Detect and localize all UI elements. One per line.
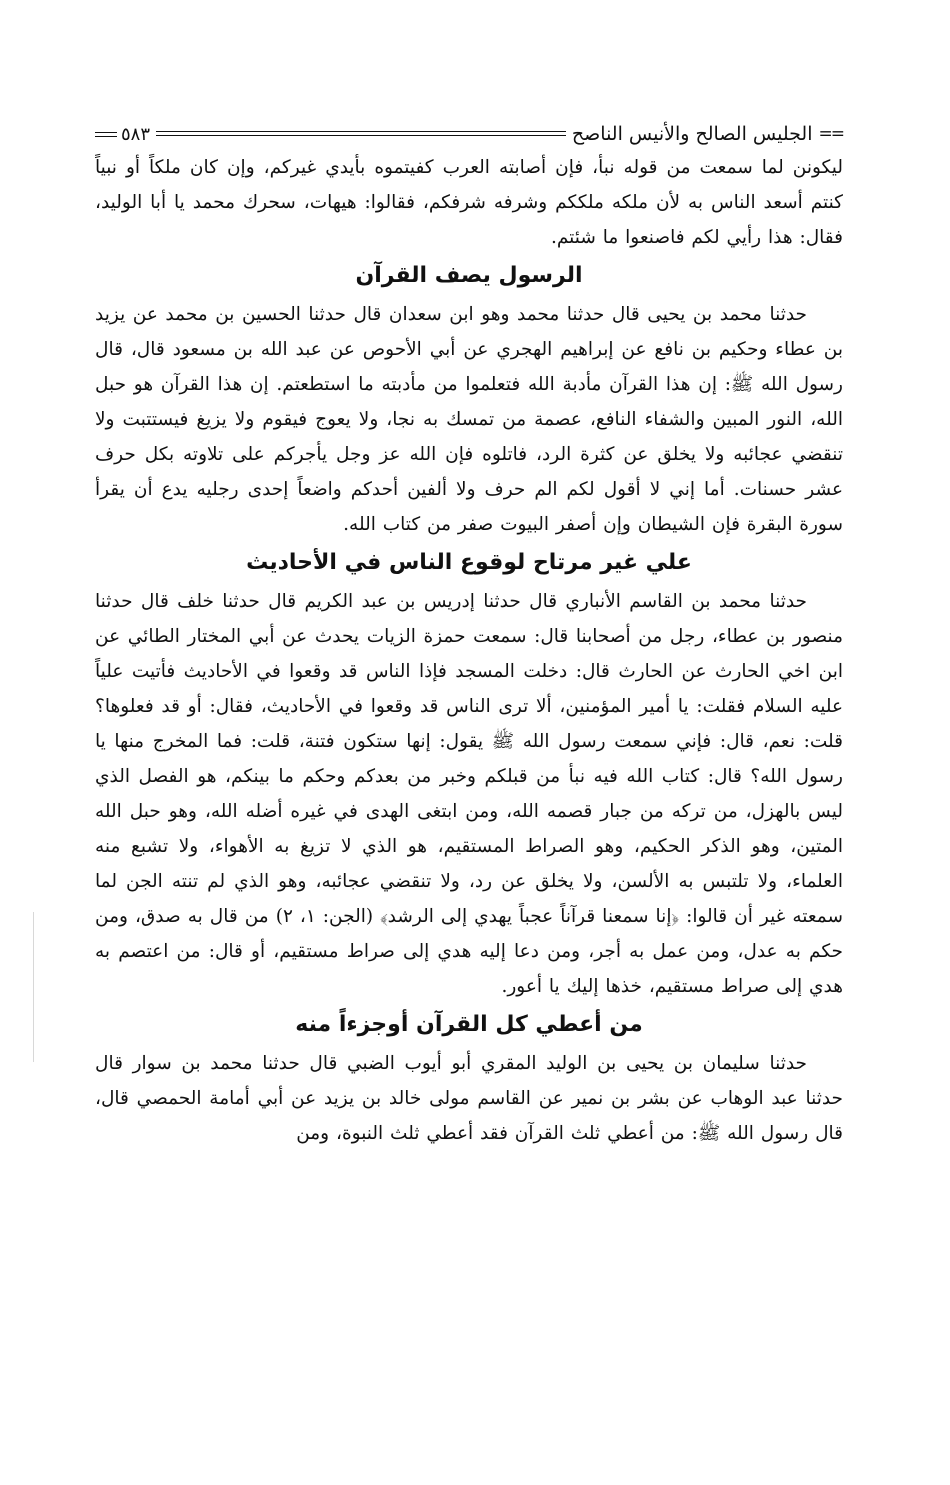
section-prophet-describes-quran <box>95 255 843 542</box>
page-number-block <box>95 124 150 145</box>
header-double-rule <box>156 130 566 138</box>
section-continuation <box>95 150 843 255</box>
section-given-quran <box>95 1004 843 1151</box>
running-header <box>95 118 843 150</box>
book-page <box>95 118 843 1151</box>
section-heading: من أعطي كل القرآن أوجزءاً منه <box>295 1012 643 1037</box>
paragraph: حدثنا محمد بن يحيى قال حدثنا محمد وهو ابن سعدان قال حدثنا الحسين بن محمد عن يزيد بن عطاء وحكيم بن نافع عن إبراهيم الهجري عن أبي الأحوص عن عبد الله بن مسعود قال، قال رسول الله ﷺ: إن هذا القرآن مأدبة الله فتعلموا من مأدبته ما استطعتم. إن هذا القرآن هو حبل الله، النور المبين والشفاء النافع، عصمة من تمسك به نجا، ولا يعوج فيقوم ولا يزيغ فيستتبت ولا تنقضي عجائبه ولا يخلق عن كثرة الرد، فاتلوه فإن الله عز وجل يأجركم على تلاوته بكل حرف عشر حسنات. أما إني لا أقول لكم الم حرف ولا ألفين أحدكم واضعاً إحدى رجليه يدع أن يقرأ سورة البقرة فإن الشيطان وإن أصفر البيوت صفر من كتاب الله. <box>95 304 843 535</box>
section-heading: علي غير مرتاح لوقوع الناس في الأحاديث <box>246 550 692 575</box>
page-number-double-dash <box>95 131 117 138</box>
section-heading: الرسول يصف القرآن <box>355 263 583 288</box>
header-lead-mark: == <box>818 124 843 144</box>
page-number: ٥٨٣ <box>121 123 151 145</box>
book-title: الجليس الصالح والأنيس الناصح <box>571 123 813 145</box>
paragraph: حدثنا محمد بن القاسم الأنباري قال حدثنا إدريس بن عبد الكريم قال حدثنا خلف قال حدثنا منصور بن عطاء، رجل من أصحابنا قال: سمعت حمزة الزيات يحدث عن أبي المختار الطائي عن ابن اخي الحارث عن الحارث قال: دخلت المسجد فإذا الناس قد وقعوا في الأحاديث فأتيت علياً عليه السلام فقلت: يا أمير المؤمنين، ألا ترى الناس قد وقعوا في الأحاديث، فقال: أو قد فعلوها؟ قلت: نعم، قال: فإني سمعت رسول الله ﷺ يقول: إنها ستكون فتنة، قلت: فما المخرج منها يا رسول الله؟ قال: كتاب الله فيه نبأ من قبلكم وخبر من بعدكم وحكم ما بينكم، هو الفصل الذي ليس بالهزل، من تركه من جبار قصمه الله، ومن ابتغى الهدى في غيره أضله الله، وهو حبل الله المتين، وهو الذكر الحكيم، وهو الصراط المستقيم، هو الذي لا تزيغ به الأهواء، ولا تشبع منه العلماء، ولا تلتبس به الألسن، ولا يخلق عن رد، ولا تنقضي عجائبه، وهو الذي لم تنته الجن لما سمعته غير أن قالوا: ﴿إنا سمعنا قرآناً عجباً يهدي إلى الرشد﴾ (الجن: ١، ٢) من قال به صدق، ومن حكم به عدل، ومن عمل به أجر، ومن دعا إليه هدي إلى صراط مستقيم، أو قال: من اعتصم به هدي إلى صراط مستقيم، خذها إليك يا أعور. <box>95 591 843 997</box>
section-ali-hadith <box>95 542 843 1004</box>
margin-scan-line <box>33 912 34 1062</box>
paragraph: ليكونن لما سمعت من قوله نبأ، فإن أصابته العرب كفيتموه بأيدي غيركم، وإن كان ملكاً أو نبياً كنتم أسعد الناس به لأن ملكه ملككم وشرفه شرفكم، فقالوا: هيهات، سحرك محمد يا أبا الوليد، فقال: هذا رأيي لكم فاصنعوا ما شئتم. <box>95 157 843 248</box>
paragraph: حدثنا سليمان بن يحيى بن الوليد المقري أبو أيوب الضبي قال حدثنا محمد بن سوار قال حدثنا عبد الوهاب عن بشر بن نمير عن القاسم مولى خالد بن يزيد عن أبي أمامة الحمصي قال، قال رسول الله ﷺ: من أعطي ثلث القرآن فقد أعطي ثلث النبوة، ومن <box>95 1053 843 1144</box>
